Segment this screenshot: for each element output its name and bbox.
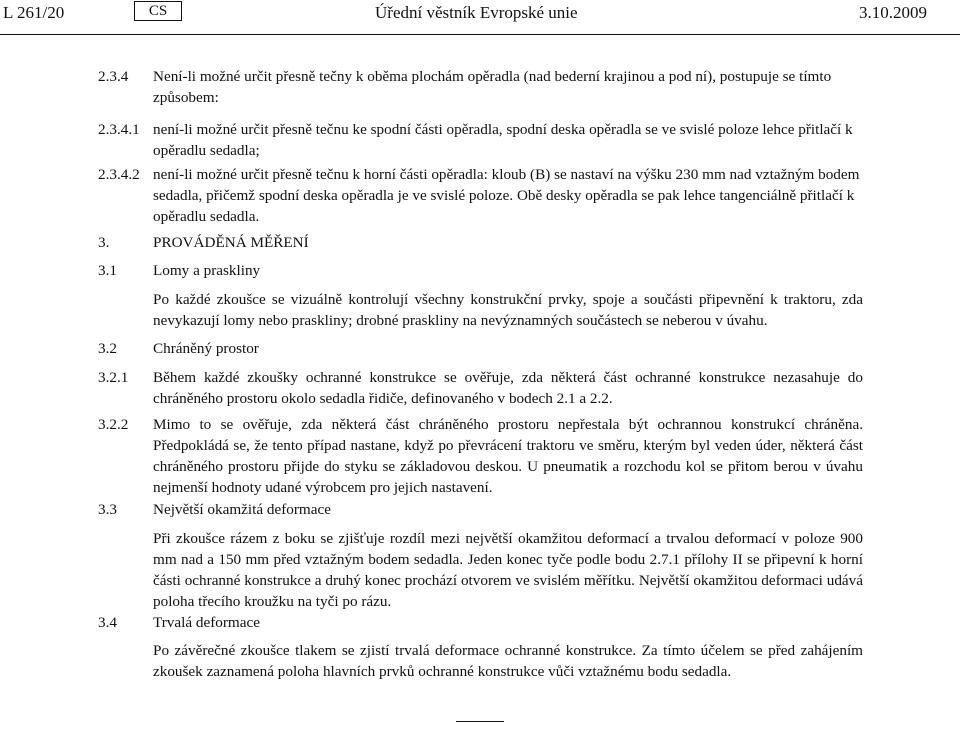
section-heading: Lomy a praskliny (153, 262, 261, 279)
journal-title: Úřední věstník Evropské unie (375, 3, 578, 22)
section-heading: Největší okamžitá deformace (153, 501, 331, 518)
section-number: 3.2.1 (98, 369, 129, 386)
section-number: 3.2 (98, 340, 117, 357)
section-text: Po závěrečné zkoušce tlakem se zjistí trvalá deformace ochranné konstrukce. Za tímto účelem se před zahájením zkoušek zaznamená poloha hlavních prvků ochranné konstrukce vůči vztažnému bodu sedadla. (153, 642, 863, 680)
page-number: L 261/20 (3, 3, 65, 22)
footer-rule (456, 721, 504, 722)
publication-date: 3.10.2009 (859, 3, 927, 22)
section-text: Není-li možné určit přesně tečny k oběma plochám opěradla (nad bederní krajinou a pod ní), postupuje se tímto způsobem: (153, 68, 832, 106)
section-number: 3. (98, 234, 110, 251)
section-heading: PROVÁDĚNÁ MĚŘENÍ (153, 234, 309, 251)
section-text: není-li možné určit přesně tečnu ke spodní části opěradla, spodní deska opěradla se ve svislé poloze lehce přitlačí k opěradlu sedadla; (153, 121, 853, 159)
section-number: 3.1 (98, 262, 117, 279)
page-header (0, 0, 960, 38)
section-number: 3.3 (98, 501, 117, 518)
section-heading: Chráněný prostor (153, 340, 259, 357)
section-heading: Trvalá deformace (153, 614, 260, 631)
section-number: 2.3.4.1 (98, 121, 140, 138)
language-code-box: CS (134, 1, 182, 21)
section-number: 3.4 (98, 614, 117, 631)
section-text: Mimo to se ověřuje, zda některá část chráněného prostoru nepřestala být ochrannou konstrukcí chráněna. Předpokládá se, že tento případ nastane, když po převrácení traktoru ve směru, kterým byl veden úder, některá část chráněného prostoru přijde do styku se základovou deskou. U pneumatik a rozchodu kol se přitom berou v úvahu nejmenší hodnoty udané výrobcem pro jejich nastavení. (153, 416, 863, 496)
header-rule (0, 34, 960, 35)
section-number: 2.3.4.2 (98, 166, 140, 183)
section-number: 2.3.4 (98, 68, 129, 85)
section-text: Během každé zkoušky ochranné konstrukce se ověřuje, zda některá část ochranné konstrukce nezasahuje do chráněného prostoru okolo sedadla řidiče, definovaného v bodech 2.1 a 2.2. (153, 369, 863, 407)
section-number: 3.2.2 (98, 416, 129, 433)
section-text: Po každé zkoušce se vizuálně kontrolují všechny konstrukční prvky, spoje a součásti připevnění k traktoru, zda nevykazují lomy nebo praskliny; drobné praskliny na nevýznamných součástech se neberou v úvahu. (153, 291, 863, 329)
section-text: Při zkoušce rázem z boku se zjišťuje rozdíl mezi největší okamžitou deformací a trvalou deformací v poloze 900 mm nad a 150 mm před vztažným bodem sedadla. Jeden konec tyče podle bodu 2.7.1 přílohy II se připevní k horní části ochranné konstrukce a druhý konec prochází otvorem ve svislém měřítku. Největší okamžitou deformaci udává poloha třecího kroužku na tyči po rázu. (153, 530, 863, 610)
section-text: není-li možné určit přesně tečnu k horní části opěradla: kloub (B) se nastaví na výšku 230 mm nad vztažným bodem sedadla, přičemž spodní deska opěradla je ve svislé poloze. Obě desky opěradla se pak lehce tangenciálně přitlačí k opěradlu sedadla. (153, 166, 860, 225)
